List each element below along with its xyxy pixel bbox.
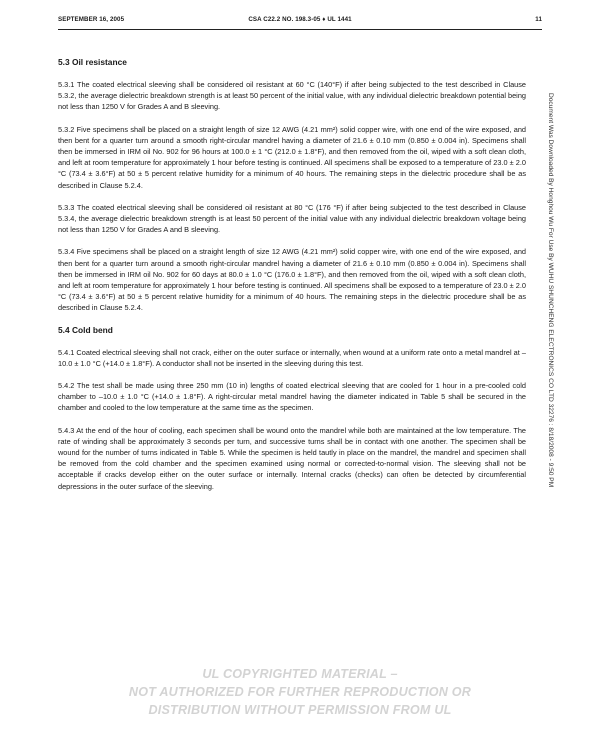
document-body: [58, 57, 526, 503]
clause-5-3-3: 5.3.3 The coated electrical sleeving shall be considered oil resistant at 80 °C (176 °F) if after being subjected to the test described in Clause 5.3.4, the average dielectric breakdown strength is at least 50 percent of the initial value with any individual dielectric breakdown voltage being not less than 1250 V for Grades A and B sleeving.: [58, 202, 526, 235]
clause-5-3-2: 5.3.2 Five specimens shall be placed on a straight length of size 12 AWG (4.21 mm²) solid copper wire, with one end of the wire exposed, and then bent for a quarter turn around a smooth right-circular mandrel having a diameter of 21.6 ± 0.10 mm (0.850 ± 0.004 in). Specimens shall then be immersed in IRM oil No. 902 for 96 hours at 100.0 ± 1 °C (212.0 ± 1.8°F), and then removed from the oil, wiped with a soft clean cloth, and left at room temperature for approximately 1 hour before testing is continued. All specimens shall be exposed to a temperature of 23.0 ± 2.0 °C (73.4 ± 3.6°F) at 50 ± 5 percent relative humidity for a minimum of 40 hours. The remaining steps in the dielectric procedure shall be as described in Clause 5.2.4.: [58, 124, 526, 190]
page-number: 11: [535, 16, 542, 23]
header-rule: [58, 29, 542, 30]
download-stamp: Document Was Downloaded By Honghou Wu For Use By WUHU SHUNCHENG ELECTRONICS CO LTD 32276 : 8/18/2008 - 9:50 PM: [547, 93, 554, 488]
copyright-watermark: [0, 665, 600, 719]
header-standard: CSA C22.2 NO. 198.3-05 ♦ UL 1441: [248, 16, 352, 23]
section-heading-cold-bend: 5.4 Cold bend: [58, 324, 113, 335]
clause-5-4-3: 5.4.3 At the end of the hour of cooling, each specimen shall be wound onto the mandrel while both are maintained at the low temperature. The rate of winding shall be approximately 3 seconds per turn, and successive turns shall be in contact with one another. The specimen shall be wound for the number of turns indicated in Table 5. While the specimen is held tautly in place on the mandrel, the mandrel and specimen shall be removed from the cold chamber and the specimen examined using normal or corrected-to-normal vision. The sleeving shall not be acceptable if cracks develop either on the outer surface or internally. Internal cracks (checks) can often be detected by circumferential depressions in the outer surface of the sleeving.: [58, 425, 526, 491]
watermark-line-1: UL COPYRIGHTED MATERIAL –: [202, 667, 398, 681]
section-heading-oil-resistance: 5.3 Oil resistance: [58, 57, 127, 67]
header-date: SEPTEMBER 16, 2005: [58, 16, 125, 23]
page-header: [58, 16, 542, 28]
clause-5-4-1: 5.4.1 Coated electrical sleeving shall not crack, either on the outer surface or internally, when wound at a uniform rate onto a metal mandrel at –10.0 ± 1.0 °C (+14.0 ± 1.8°F). A conductor shall not be inserted in the sleeving during this test.: [58, 347, 526, 368]
clause-5-4-2: 5.4.2 The test shall be made using three 250 mm (10 in) lengths of coated electrical sleeving that are cooled for 1 hour in a pre-cooled cold chamber to –10.0 ± 1.0 °C (+14.0 ± 1.8°F). A right-circular metal mandrel having the diameter indicated in Table 5 shall be secured in the chamber and cooled to the low temperature at the same time as the specimen.: [58, 381, 526, 413]
watermark-line-2: NOT AUTHORIZED FOR FURTHER REPRODUCTION OR: [128, 685, 472, 699]
watermark-line-3: DISTRIBUTION WITHOUT PERMISSION FROM UL: [148, 703, 452, 717]
clause-5-3-1: 5.3.1 The coated electrical sleeving shall be considered oil resistant at 60 °C (140°F) if after being subjected to the test described in Clause 5.3.2, the average dielectric breakdown strength is at least 50 percent of the initial value, with any individual dielectric breakdown potential being not less than 1250 V for Grades A and B sleeving.: [58, 80, 526, 112]
clause-5-3-4: 5.3.4 Five specimens shall be placed on a straight length of size 12 AWG (4.21 mm²) solid copper wire, with one end of the wire exposed, and then bent for a quarter turn around a smooth right-circular mandrel having a diameter of 21.6 ± 0.10 mm (0.850 ± 0.004 in). Specimens shall then be immersed in IRM oil No. 902 for 60 days at 80.0 ± 1.0 °C (176.0 ± 1.8°F), and then removed from the oil, wiped with a soft clean cloth, and left at room temperature for approximately 1 hour before testing is continued. All specimens shall be exposed to a temperature of 23.0 ± 2.0 °C (73.4 ± 3.6°F) at 50 ± 5 percent relative humidity for a minimum of 40 hours. The remaining steps in the dielectric procedure shall be as described in Clause 5.2.4.: [58, 247, 526, 313]
